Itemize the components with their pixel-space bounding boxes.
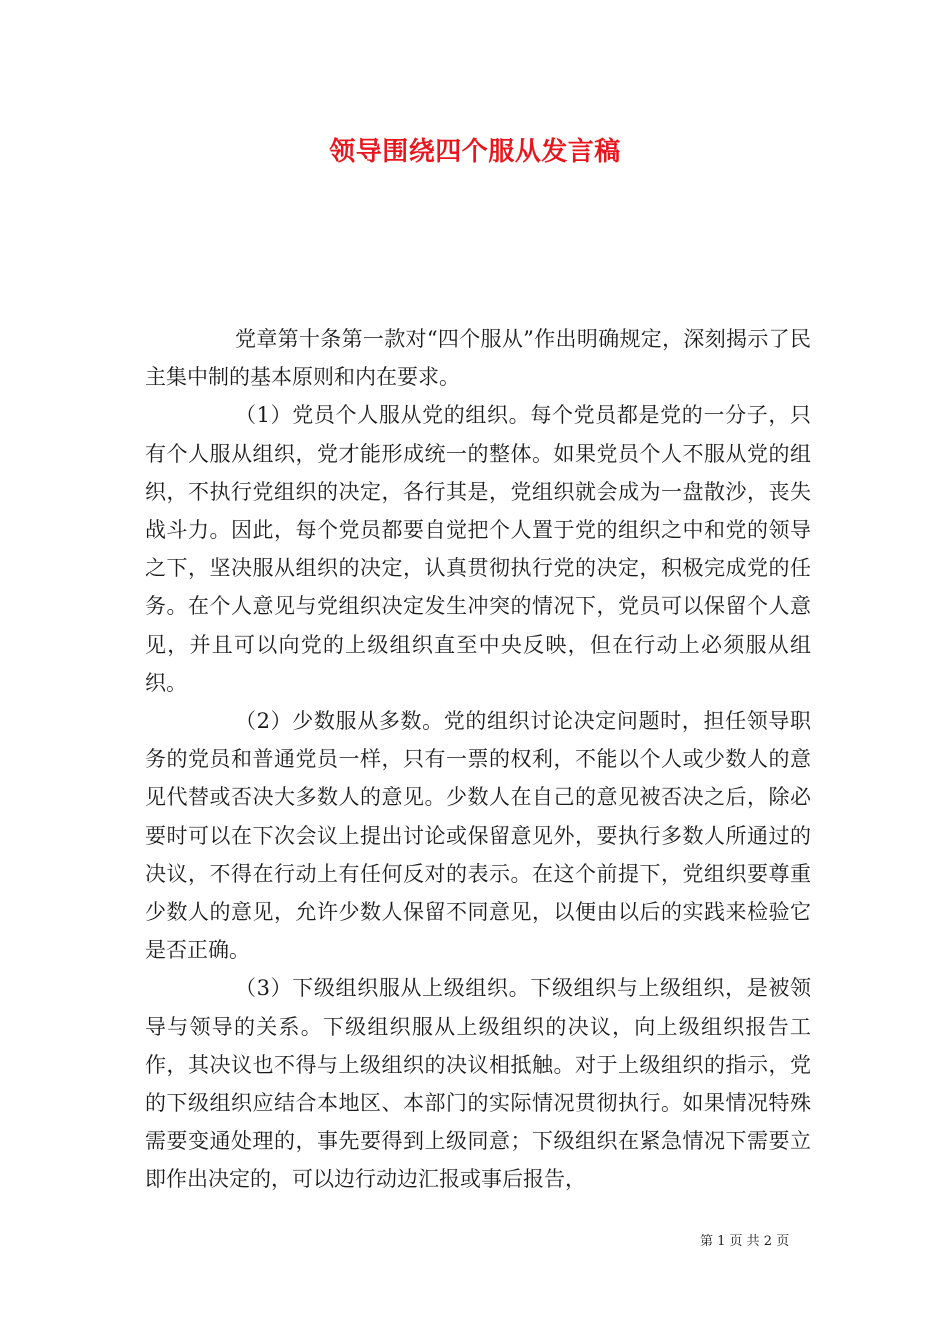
paragraph-item-2: （2）少数服从多数。党的组织讨论决定问题时，担任领导职务的党员和普通党员一样，只有一票的权利，不能以个人或少数人的意见代替或否决大多数人的意见。少数人在自己的意见被否决之后，除必要时可以在下次会议上提出讨论或保留意见外，要执行多数人所通过的决议，不得在行动上有任何反对的表示。在这个前提下，党组织要尊重少数人的意见，允许少数人保留不同意见，以便由以后的实践来检验它是否正确。 xyxy=(145,709,811,963)
intro-paragraph: 党章第十条第一款对“四个服从”作出明确规定，深刻揭示了民主集中制的基本原则和内在要求。 xyxy=(145,327,811,390)
paragraph-item-3: （3）下级组织服从上级组织。下级组织与上级组织，是被领导与领导的关系。下级组织服从上级组织的决议，向上级组织报告工作，其决议也不得与上级组织的决议相抵触。对于上级组织的指示，党的下级组织应结合本地区、本部门的实际情况贯彻执行。如果情况特殊需要变通处理的，事先要得到上级同意；下级组织在紧急情况下需要立即作出决定的，可以边行动边汇报或事后报告， xyxy=(145,976,811,1192)
document-body xyxy=(145,320,811,1199)
page-number-footer: 第 1 页 共 2 页 xyxy=(700,1234,790,1249)
paragraph-item-1: （1）党员个人服从党的组织。每个党员都是党的一分子，只有个人服从组织，党才能形成统一的整体。如果党员个人不服从党的组织，不执行党组织的决定，各行其是，党组织就会成为一盘散沙，丧失战斗力。因此，每个党员都要自觉把个人置于党的组织之中和党的领导之下，坚决服从组织的决定，认真贯彻执行党的决定，积极完成党的任务。在个人意见与党组织决定发生冲突的情况下，党员可以保留个人意见，并且可以向党的上级组织直至中央反映，但在行动上必须服从组织。 xyxy=(145,403,811,695)
document-title: 领导围绕四个服从发言稿 xyxy=(329,137,621,167)
